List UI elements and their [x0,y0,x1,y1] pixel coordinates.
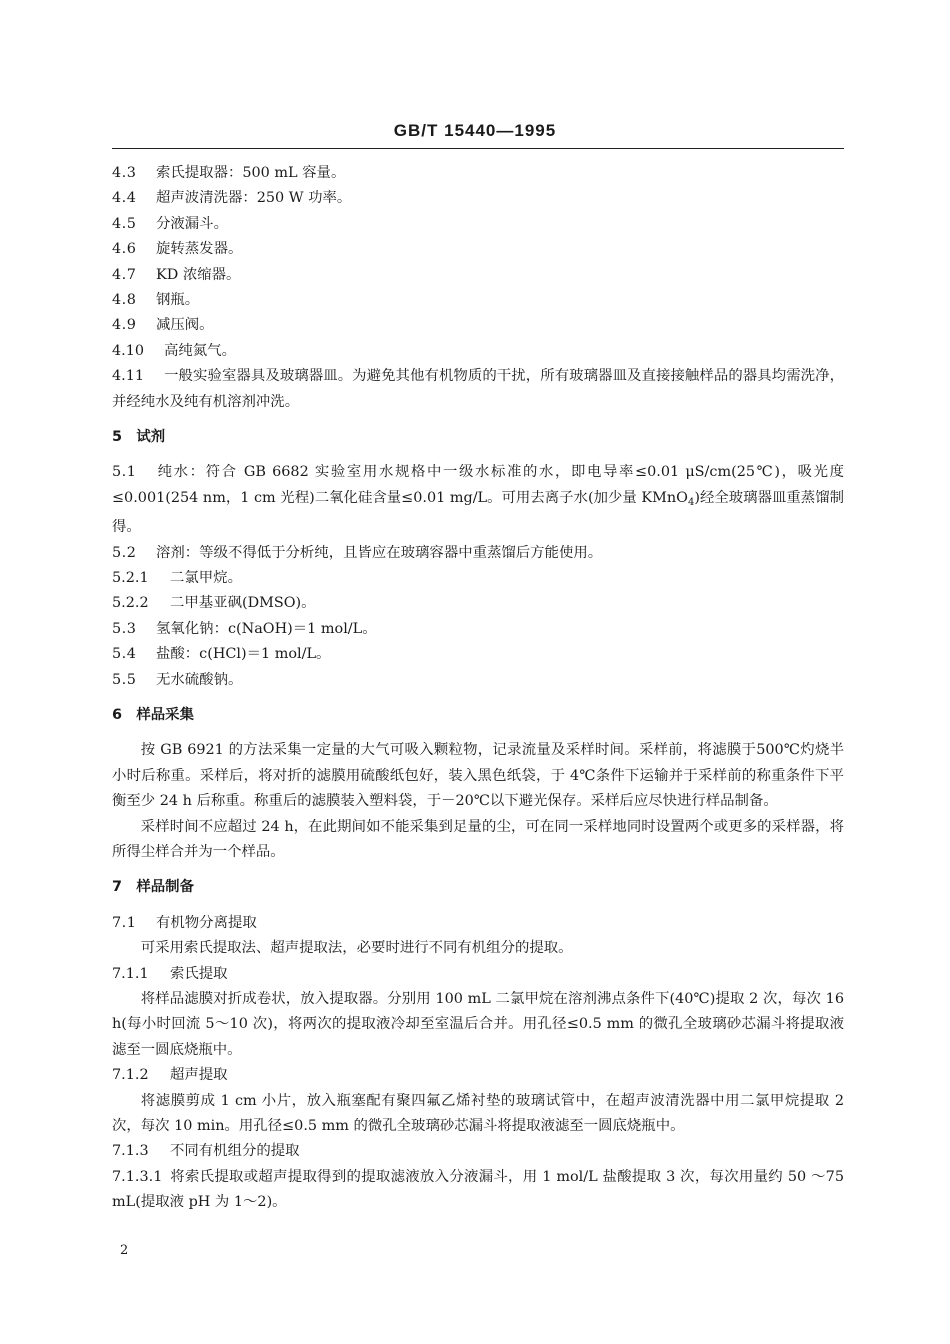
item-text: )经全玻璃器皿重蒸馏制得。 [112,489,844,536]
list-item [112,161,844,186]
list-item [112,212,844,237]
item-number: 4.5 [112,215,137,232]
list-item [112,313,844,338]
item-text: 高纯氮气。 [164,342,236,359]
subsection-heading-7-1-1 [112,962,844,987]
list-item [112,617,844,642]
list-item [112,541,844,566]
list-item [112,591,844,616]
subsection-heading-7-1 [112,911,844,936]
subsection-heading-7-1-2 [112,1063,844,1088]
item-text: 索氏提取 [170,965,228,982]
item-number: 7.1 [112,914,137,931]
item-text: 索氏提取器：500 mL 容量。 [156,165,346,181]
page-header-standard-code: GB/T 15440—1995 [393,121,557,140]
item-text: 将索氏提取或超声提取得到的提取滤液放入分液漏斗，用 1 mol/L 盐酸提取 3 次，每次用量约 50 ～75 mL(提取液 pH 为 1～2)。 [112,1168,844,1211]
item-number: 5.1 [112,464,137,481]
item-number: 4.11 [112,368,145,385]
item-text: 钢瓶。 [156,291,200,308]
page-number: 2 [120,1243,129,1258]
subscript: 4 [687,496,695,508]
item-text: 无水硫酸钠。 [156,671,243,688]
paragraph-7-1-3-1 [112,1165,844,1216]
paragraph-7-1: 可采用索氏提取法、超声提取法，必要时进行不同有机组分的提取。 [140,940,573,957]
item-number: 4.8 [112,291,137,308]
section-heading-7: 7 样品制备 [112,879,194,896]
item-text: 有机物分离提取 [156,914,257,931]
item-number: 4.6 [112,241,137,258]
list-item [112,339,844,364]
item-number: 7.1.1 [112,965,149,982]
item-text: 减压阀。 [156,317,214,334]
item-number: 4.3 [112,165,137,181]
paragraph-4-11 [112,364,844,415]
list-item [112,642,844,667]
item-text: 纯水：符合 GB 6682 实验室用水规格中一级水标准的水，即电导率≤0.01 μS/cm(25℃)，吸光度≤0.001(254 nm，1 cm 光程)二氧化硅含量≤0.01 mg/L。可用去离子水(加少量 KMnO [112,464,844,506]
item-text: 盐酸：c(HCl)＝1 mol/L。 [156,646,331,663]
item-number: 7.1.2 [112,1067,149,1084]
item-text: 超声波清洗器：250 W 功率。 [156,190,352,207]
item-text: 溶剂：等级不得低于分析纯，且皆应在玻璃容器中重蒸馏后方能使用。 [156,544,603,561]
header-rule [112,148,844,149]
section-heading-5: 5 试剂 [112,428,166,445]
item-text: 一般实验室器具及玻璃器皿。为避免其他有机物质的干扰，所有玻璃器皿及直接接触样品的器具均需洗净，并经纯水及纯有机溶剂冲洗。 [112,368,844,410]
paragraph-7-1-1: 将样品滤膜对折成卷状，放入提取器。分别用 100 mL 二氯甲烷在溶剂沸点条件下(40℃)提取 2 次，每次 16 h(每小时回流 5～10 次)，将两次的提取液冷却至室温后合并。用孔径≤0.5 mm 的微孔全玻璃砂芯漏斗将提取液滤至一圆底烧瓶中。 [112,990,844,1058]
item-text: KD 浓缩器。 [156,266,241,283]
paragraph-6-2: 采样时间不应超过 24 h，在此期间如不能采集到足量的尘，可在同一采样地同时设置两个或更多的采样器，将所得尘样合并为一个样品。 [112,818,844,860]
list-item [112,237,844,262]
item-text: 分液漏斗。 [156,215,228,232]
section-heading-6: 6 样品采集 [112,706,194,723]
item-number: 5.5 [112,671,137,688]
list-item [112,288,844,313]
item-number: 7.1.3 [112,1143,149,1160]
item-number: 4.4 [112,190,137,207]
paragraph-5-1 [112,460,844,540]
item-number: 5.2 [112,544,137,561]
document-body [112,161,844,1216]
item-number: 4.10 [112,342,145,359]
item-number: 5.3 [112,620,137,637]
item-number: 7.1.3.1 [112,1168,163,1185]
paragraph-7-1-2: 将滤膜剪成 1 cm 小片，放入瓶塞配有聚四氟乙烯衬垫的玻璃试管中，在超声波清洗器中用二氯甲烷提取 2 次，每次 10 min。用孔径≤0.5 mm 的微孔全玻璃砂芯漏斗将提取液滤至一圆底烧瓶中。 [112,1092,844,1134]
item-text: 超声提取 [170,1067,228,1084]
subsection-heading-7-1-3 [112,1139,844,1164]
list-item [112,186,844,211]
list-item [112,263,844,288]
item-number: 5.2.2 [112,595,149,612]
item-number: 4.7 [112,266,137,283]
list-item [112,566,844,591]
item-number: 5.4 [112,646,137,663]
item-text: 二氯甲烷。 [170,569,242,586]
item-number: 4.9 [112,317,137,334]
list-item [112,668,844,693]
item-number: 5.2.1 [112,569,149,586]
item-text: 二甲基亚砜(DMSO)。 [170,595,316,612]
item-text: 氢氧化钠：c(NaOH)＝1 mol/L。 [156,620,377,637]
item-text: 不同有机组分的提取 [170,1143,300,1160]
item-text: 旋转蒸发器。 [156,241,243,258]
paragraph-6-1: 按 GB 6921 的方法采集一定量的大气可吸入颗粒物，记录流量及采样时间。采样前，将滤膜于500℃灼烧半小时后称重。采样后，将对折的滤膜用硫酸纸包好，装入黑色纸袋，于 4℃条件下运输并于采样前的称重条件下平衡至少 24 h 后称重。称重后的滤膜装入塑料袋，于－20℃以下避光保存。采样后应尽快进行样品制备。 [112,742,844,810]
